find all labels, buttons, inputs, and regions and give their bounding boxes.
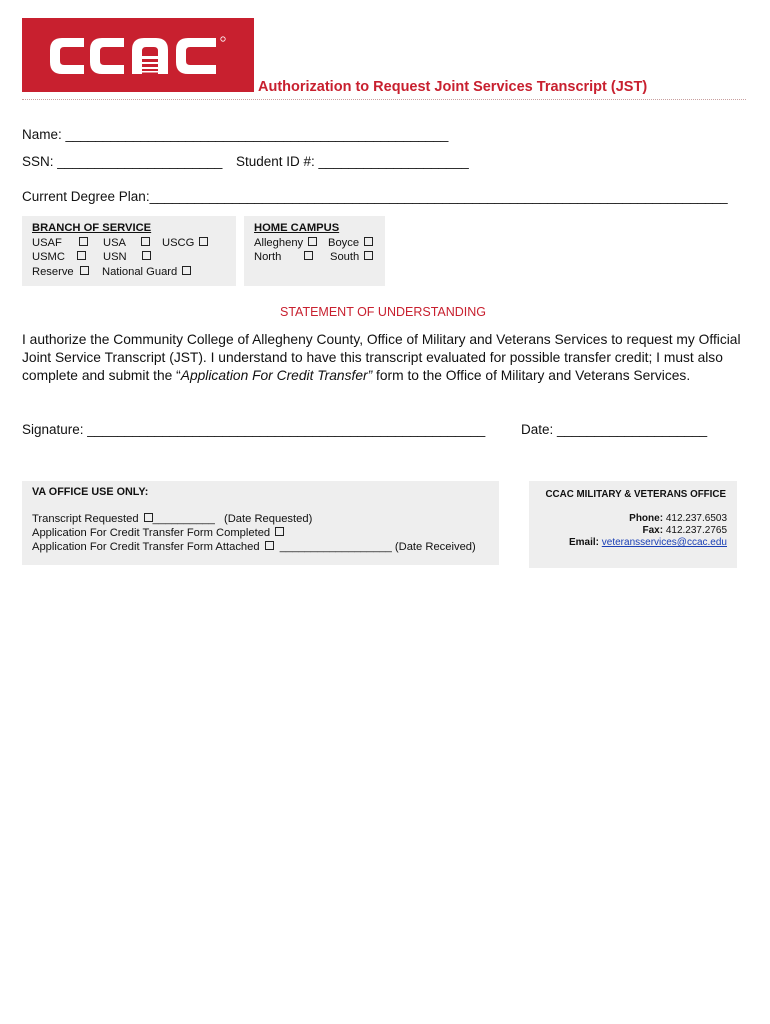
va-row-note: (Date Requested) xyxy=(224,513,313,525)
ccac-logo-mark xyxy=(22,18,254,92)
checkbox-icon[interactable] xyxy=(364,251,373,260)
branch-usa[interactable] xyxy=(103,237,150,249)
branch-usmc[interactable] xyxy=(32,251,86,263)
checkbox-icon[interactable] xyxy=(364,237,373,246)
va-row-transcript-requested[interactable] xyxy=(32,513,312,525)
ccac-logo xyxy=(22,18,254,92)
fax-label: Fax: xyxy=(642,525,664,536)
branch-label: Reserve xyxy=(32,266,74,278)
va-row-blank[interactable]: __________________ xyxy=(279,541,392,553)
checkbox-icon[interactable] xyxy=(142,251,151,260)
checkbox-icon[interactable] xyxy=(275,527,284,536)
header-divider xyxy=(22,99,746,100)
campus-heading: HOME CAMPUS xyxy=(254,222,340,234)
branch-usn[interactable] xyxy=(103,251,151,263)
checkbox-icon[interactable] xyxy=(308,237,317,246)
branch-label: USAF xyxy=(32,237,62,249)
statement-line xyxy=(22,367,757,385)
date-field[interactable]: Date: ____________________ xyxy=(521,422,708,437)
campus-north[interactable] xyxy=(254,251,313,263)
checkbox-icon[interactable] xyxy=(80,266,89,275)
campus-label: South xyxy=(330,251,360,263)
student-id-field[interactable]: Student ID #: ____________________ xyxy=(236,154,469,169)
branch-heading: BRANCH OF SERVICE xyxy=(32,222,152,234)
checkbox-icon[interactable] xyxy=(79,237,88,246)
va-row-label: Application For Credit Transfer Form Completed xyxy=(32,527,271,539)
ccac-office-fax xyxy=(529,525,727,536)
branch-label: USMC xyxy=(32,251,65,263)
va-row-label: Transcript Requested xyxy=(32,513,139,525)
checkbox-icon[interactable] xyxy=(182,266,191,275)
phone-number: 412.237.6503 xyxy=(665,513,727,524)
statement-line: I authorize the Community College of Allegheny County, Office of Military and Veterans Services to request my Official xyxy=(22,332,741,347)
va-row-blank[interactable]: __________ xyxy=(152,513,215,525)
checkbox-icon[interactable] xyxy=(144,513,153,522)
form-name: Application For Credit Transfer” xyxy=(180,368,373,383)
name-field[interactable]: Name: ___________________________________________________ xyxy=(22,127,449,142)
ssn-field[interactable]: SSN: ______________________ xyxy=(22,154,223,169)
branch-national-guard[interactable] xyxy=(102,266,191,278)
page-title: Authorization to Request Joint Services Transcript (JST) xyxy=(258,79,648,95)
fax-number: 412.237.2765 xyxy=(665,525,727,536)
campus-boyce[interactable] xyxy=(328,237,373,249)
va-office-heading: VA OFFICE USE ONLY: xyxy=(32,486,149,498)
va-row-label: Application For Credit Transfer Form Attached xyxy=(32,541,260,553)
branch-usaf[interactable] xyxy=(32,237,88,249)
checkbox-icon[interactable] xyxy=(199,237,208,246)
signature-field[interactable]: Signature: _____________________________________________________ xyxy=(22,422,486,437)
campus-allegheny[interactable] xyxy=(254,237,317,249)
email-label: Email: xyxy=(568,537,599,548)
va-row-form-attached[interactable] xyxy=(32,541,476,553)
checkbox-icon[interactable] xyxy=(265,541,274,550)
branch-label: USN xyxy=(103,251,127,263)
checkbox-icon[interactable] xyxy=(304,251,313,260)
ccac-office-heading: CCAC MILITARY & VETERANS OFFICE xyxy=(545,489,726,500)
ccac-office-email xyxy=(529,537,727,548)
branch-label: National Guard xyxy=(102,266,178,278)
branch-uscg[interactable] xyxy=(162,237,208,249)
campus-label: Allegheny xyxy=(254,237,304,249)
statement-heading: STATEMENT OF UNDERSTANDING xyxy=(280,305,487,319)
va-row-note: (Date Received) xyxy=(394,541,476,553)
ccac-office-phone xyxy=(529,513,727,524)
phone-label: Phone: xyxy=(629,513,664,524)
campus-south[interactable] xyxy=(330,251,373,263)
degree-plan-field[interactable]: Current Degree Plan:_____________________________________________________________________________ xyxy=(22,189,728,204)
statement-text: complete and submit the “ xyxy=(22,368,181,383)
email-link[interactable]: veteransservices@ccac.edu xyxy=(601,537,727,548)
statement-text: form to the Office of Military and Veterans Services. xyxy=(372,368,691,383)
branch-label: USA xyxy=(103,237,126,249)
campus-label: North xyxy=(254,251,282,263)
branch-reserve[interactable] xyxy=(32,266,89,278)
checkbox-icon[interactable] xyxy=(141,237,150,246)
campus-label: Boyce xyxy=(328,237,360,249)
checkbox-icon[interactable] xyxy=(77,251,86,260)
branch-label: USCG xyxy=(162,237,195,249)
statement-paragraph xyxy=(22,331,757,385)
va-row-form-completed[interactable] xyxy=(32,527,284,539)
statement-line: Joint Service Transcript (JST). I understand to have this transcript evaluated for possible transfer credit; I must also xyxy=(22,350,723,365)
